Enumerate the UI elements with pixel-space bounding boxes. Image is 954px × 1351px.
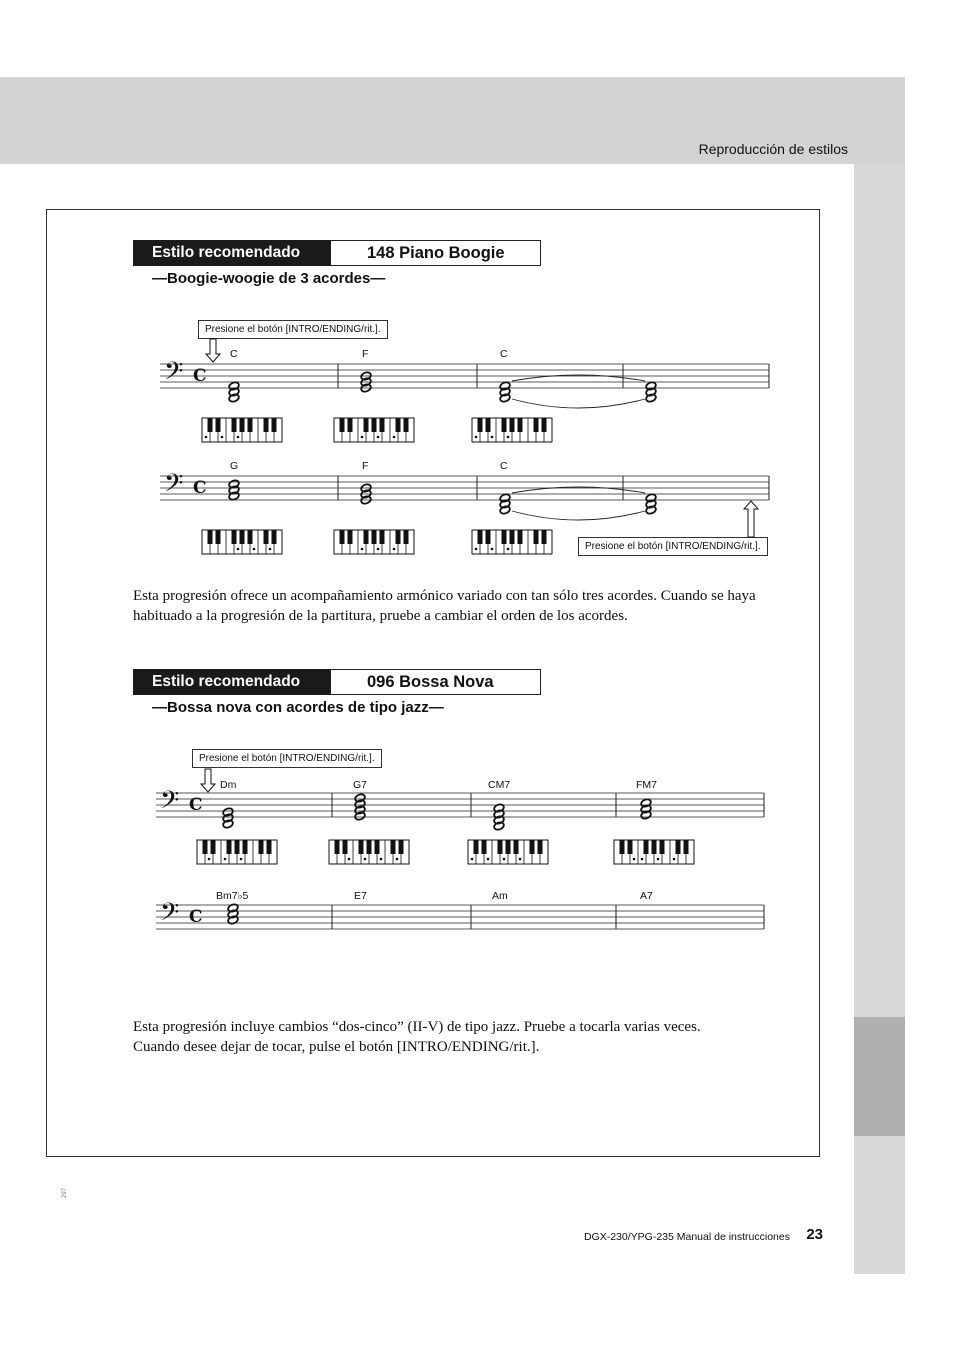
key-dot: [224, 858, 227, 861]
key-dot: [471, 858, 474, 861]
style-label: Estilo recomendado: [133, 240, 330, 266]
key-dot: [393, 436, 396, 439]
black-key: [243, 840, 248, 854]
paragraph-line: Cuando desee dejar de tocar, pulse el botón [INTRO/ENDING/rit.].: [133, 1038, 540, 1055]
black-key: [391, 840, 396, 854]
black-key: [652, 840, 657, 854]
black-key: [272, 418, 277, 432]
style-subtitle: —Bossa nova con acordes de tipo jazz—: [152, 699, 444, 716]
black-key: [538, 840, 543, 854]
black-key: [530, 840, 535, 854]
style-label: Estilo recomendado: [133, 669, 330, 695]
key-dot: [657, 858, 660, 861]
black-key: [216, 418, 221, 432]
black-key: [375, 840, 380, 854]
up-arrow-icon: [744, 501, 758, 537]
black-key: [534, 530, 539, 544]
chord-label: G: [230, 460, 239, 472]
key-dot: [673, 858, 676, 861]
style-name: 096 Bossa Nova: [330, 669, 541, 695]
black-key: [240, 418, 245, 432]
key-dot: [507, 548, 510, 551]
black-key: [506, 840, 511, 854]
black-key: [340, 530, 345, 544]
intro-callout: Presione el botón [INTRO/ENDING/rit.].: [198, 320, 388, 339]
style-name: 148 Piano Boogie: [330, 240, 541, 266]
description-paragraph-1: [133, 587, 756, 626]
black-key: [502, 530, 507, 544]
black-key: [518, 418, 523, 432]
key-dot: [377, 436, 380, 439]
common-time-icon: C: [193, 366, 207, 386]
chord-label: C: [500, 348, 508, 360]
black-key: [514, 840, 519, 854]
key-dot: [361, 436, 364, 439]
print-code: 297: [62, 1187, 68, 1198]
key-dot: [491, 436, 494, 439]
paragraph-line: Esta progresión incluye cambios “dos-cinco” (II-V) de tipo jazz. Pruebe a tocarla varias veces.: [133, 1019, 701, 1035]
key-dot: [240, 858, 243, 861]
chord-label: A7: [640, 890, 653, 902]
chord-label: CM7: [488, 779, 511, 791]
black-key: [486, 530, 491, 544]
tie-arc: [512, 399, 645, 408]
black-key: [498, 840, 503, 854]
black-key: [644, 840, 649, 854]
black-key: [367, 840, 372, 854]
black-key: [404, 418, 409, 432]
black-key: [380, 530, 385, 544]
key-dot: [377, 548, 380, 551]
description-paragraph-2: [133, 1018, 701, 1057]
black-key: [348, 418, 353, 432]
bass-clef-icon: 𝄢: [164, 357, 184, 392]
key-dot: [396, 858, 399, 861]
black-key: [272, 530, 277, 544]
key-dot: [205, 436, 208, 439]
paragraph-line: Esta progresión ofrece un acompañamiento armónico variado con tan sólo tres acordes. Cuando se haya: [133, 588, 756, 604]
chord-label: E7: [354, 890, 367, 902]
chord-label: C: [230, 348, 238, 360]
ending-callout: Presione el botón [INTRO/ENDING/rit.].: [578, 537, 768, 556]
chord-label: Bm7♭5: [216, 890, 249, 902]
chord-label: Am: [492, 890, 508, 902]
black-key: [227, 840, 232, 854]
black-key: [264, 530, 269, 544]
paragraph-line: habituado a la progresión de la partitura, pruebe a cambiar el orden de los acordes.: [133, 607, 628, 624]
black-key: [364, 530, 369, 544]
black-key: [208, 418, 213, 432]
down-arrow-icon: [201, 769, 215, 792]
black-key: [660, 840, 665, 854]
chord-label: FM7: [636, 779, 657, 791]
black-key: [510, 530, 515, 544]
black-key: [542, 530, 547, 544]
black-key: [335, 840, 340, 854]
chord-label: F: [362, 460, 369, 472]
style-subtitle: —Boogie-woogie de 3 acordes—: [152, 270, 386, 287]
chord-label: C: [500, 460, 508, 472]
black-key: [211, 840, 216, 854]
black-key: [380, 418, 385, 432]
black-key: [404, 530, 409, 544]
key-dot: [221, 436, 224, 439]
black-key: [518, 530, 523, 544]
key-dot: [507, 436, 510, 439]
key-dot: [491, 548, 494, 551]
black-key: [684, 840, 689, 854]
bass-clef-icon: 𝄢: [160, 898, 180, 933]
bass-clef-icon: 𝄢: [164, 469, 184, 504]
black-key: [510, 418, 515, 432]
black-key: [478, 418, 483, 432]
key-dot: [475, 436, 478, 439]
black-key: [502, 418, 507, 432]
black-key: [628, 840, 633, 854]
key-dot: [208, 858, 211, 861]
black-key: [486, 418, 491, 432]
key-dot: [503, 858, 506, 861]
key-dot: [237, 436, 240, 439]
black-key: [478, 530, 483, 544]
chord-label: G7: [353, 779, 368, 791]
black-key: [235, 840, 240, 854]
chord-label: Dm: [220, 779, 237, 791]
intro-callout: Presione el botón [INTRO/ENDING/rit.].: [192, 749, 382, 768]
key-dot: [487, 858, 490, 861]
black-key: [216, 530, 221, 544]
key-dot: [475, 548, 478, 551]
black-key: [396, 530, 401, 544]
black-key: [620, 840, 625, 854]
key-dot: [633, 858, 636, 861]
black-key: [248, 418, 253, 432]
black-key: [676, 840, 681, 854]
black-key: [232, 418, 237, 432]
page-number: 23: [806, 1226, 823, 1243]
black-key: [264, 418, 269, 432]
key-dot: [253, 548, 256, 551]
black-key: [340, 418, 345, 432]
key-dot: [519, 858, 522, 861]
black-key: [534, 418, 539, 432]
black-key: [372, 530, 377, 544]
down-arrow-icon: [206, 339, 220, 362]
key-dot: [348, 858, 351, 861]
tie-arc: [512, 511, 645, 520]
black-key: [348, 530, 353, 544]
key-dot: [364, 858, 367, 861]
common-time-icon: C: [189, 795, 203, 815]
black-key: [248, 530, 253, 544]
black-key: [399, 840, 404, 854]
black-key: [396, 418, 401, 432]
manual-title: DGX-230/YPG-235 Manual de instrucciones: [583, 1231, 790, 1243]
black-key: [203, 840, 208, 854]
key-dot: [641, 858, 644, 861]
key-dot: [237, 548, 240, 551]
key-dot: [380, 858, 383, 861]
black-key: [372, 418, 377, 432]
black-key: [343, 840, 348, 854]
black-key: [482, 840, 487, 854]
common-time-icon: C: [189, 907, 203, 927]
black-key: [232, 530, 237, 544]
section-title: Reproducción de estilos: [698, 141, 848, 157]
key-dot: [361, 548, 364, 551]
black-key: [208, 530, 213, 544]
black-key: [259, 840, 264, 854]
black-key: [474, 840, 479, 854]
black-key: [364, 418, 369, 432]
black-key: [359, 840, 364, 854]
black-key: [267, 840, 272, 854]
black-key: [240, 530, 245, 544]
black-key: [542, 418, 547, 432]
common-time-icon: C: [193, 478, 207, 498]
key-dot: [269, 548, 272, 551]
chord-label: F: [362, 348, 369, 360]
key-dot: [393, 548, 396, 551]
bass-clef-icon: 𝄢: [160, 786, 180, 821]
